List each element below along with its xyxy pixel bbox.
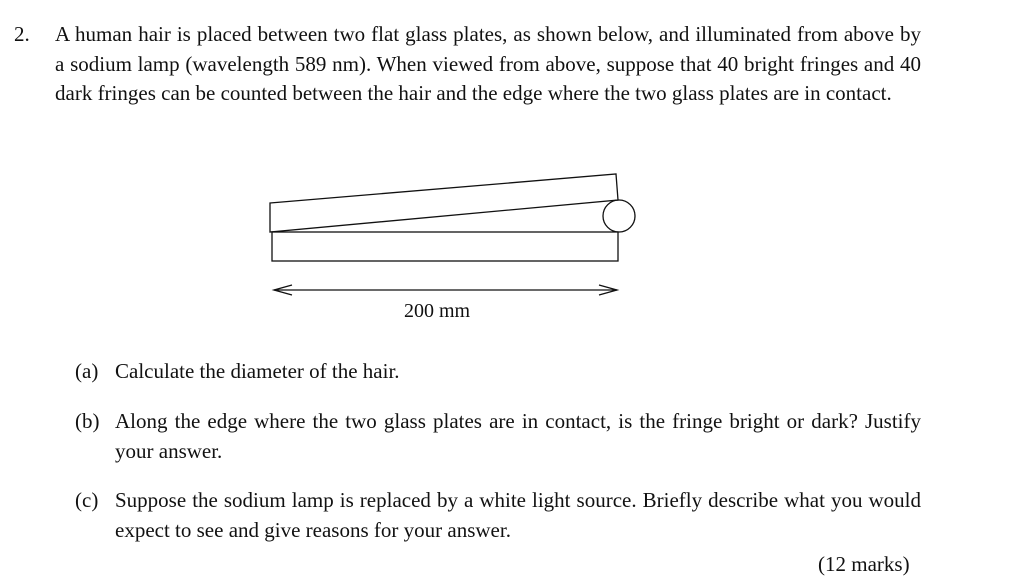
part-text: Along the edge where the two glass plates are in contact, is the fringe bright or dark? Justify your answer.	[115, 409, 921, 463]
part-c	[75, 486, 921, 545]
top-glass-plate	[270, 174, 618, 232]
part-letter: (b)	[75, 409, 100, 433]
part-text: Calculate the diameter of the hair.	[115, 359, 400, 383]
question-number: 2.	[14, 22, 30, 46]
marks-label: (12 marks)	[818, 552, 910, 576]
bottom-glass-plate	[272, 232, 618, 261]
part-b	[75, 407, 921, 466]
part-letter: (a)	[75, 359, 99, 383]
part-letter: (c)	[75, 488, 99, 512]
hair-cross-section	[603, 200, 635, 232]
question-stem: A human hair is placed between two flat glass plates, as shown below, and illuminated from above by a sodium lamp (wavelength 589 nm). When viewed from above, suppose that 40 bright fringes and 40 dark fringes can be counted between the hair and the edge where the two glass plates are in contact.	[55, 22, 921, 105]
part-a	[75, 357, 921, 387]
dimension-label: 200 mm	[404, 300, 471, 322]
part-text: Suppose the sodium lamp is replaced by a white light source. Briefly describe what you would expect to see and give reasons for your answer.	[115, 488, 921, 542]
